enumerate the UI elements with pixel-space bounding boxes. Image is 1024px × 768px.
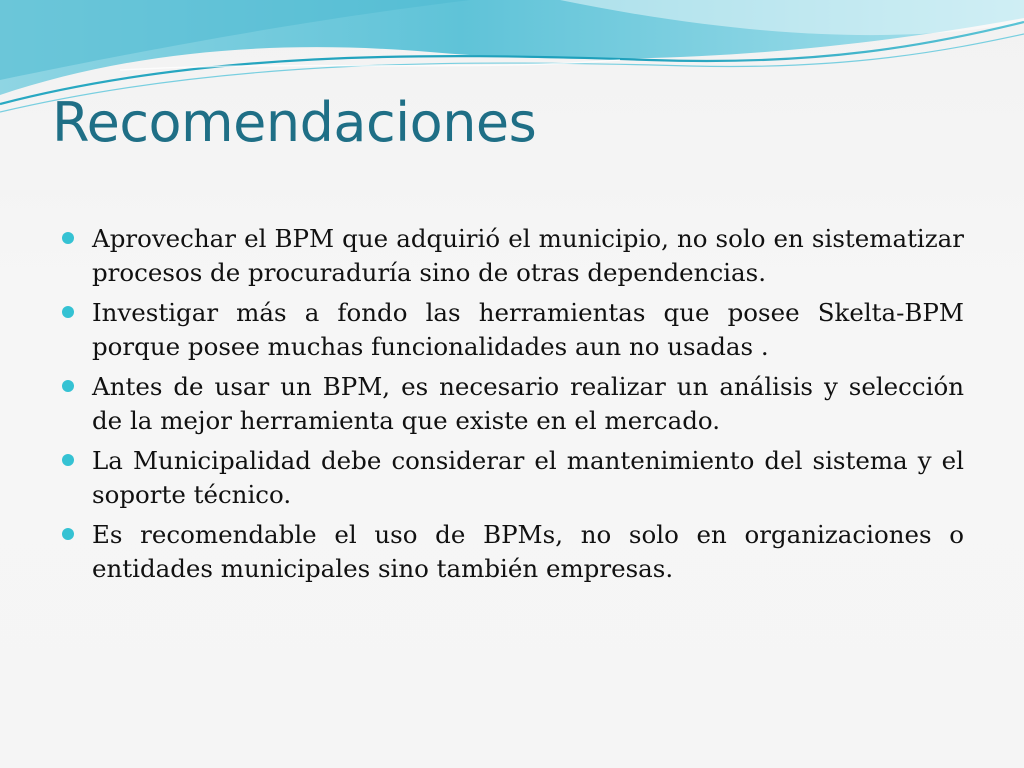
list-item-text: La Municipalidad debe considerar el mantenimiento del sistema y el soporte técnico. bbox=[92, 446, 964, 509]
filled-circle-bullet-icon bbox=[62, 380, 74, 392]
list-item bbox=[62, 444, 964, 512]
list-item-text: Es recomendable el uso de BPMs, no solo en organizaciones o entidades municipales sino también empresas. bbox=[92, 520, 964, 583]
recommendations-list bbox=[62, 222, 964, 592]
filled-circle-bullet-icon bbox=[62, 232, 74, 244]
list-item bbox=[62, 296, 964, 364]
list-item-text: Aprovechar el BPM que adquirió el municipio, no solo en sistematizar procesos de procuraduría sino de otras dependencias. bbox=[92, 224, 964, 287]
filled-circle-bullet-icon bbox=[62, 306, 74, 318]
list-item-text: Investigar más a fondo las herramientas que posee Skelta-BPM porque posee muchas funcionalidades aun no usadas . bbox=[92, 298, 964, 361]
filled-circle-bullet-icon bbox=[62, 454, 74, 466]
filled-circle-bullet-icon bbox=[62, 528, 74, 540]
list-item bbox=[62, 222, 964, 290]
list-item-text: Antes de usar un BPM, es necesario realizar un análisis y selección de la mejor herramienta que existe en el mercado. bbox=[92, 372, 964, 435]
slide-title: Recomendaciones bbox=[52, 91, 537, 154]
list-item bbox=[62, 370, 964, 438]
list-item bbox=[62, 518, 964, 586]
